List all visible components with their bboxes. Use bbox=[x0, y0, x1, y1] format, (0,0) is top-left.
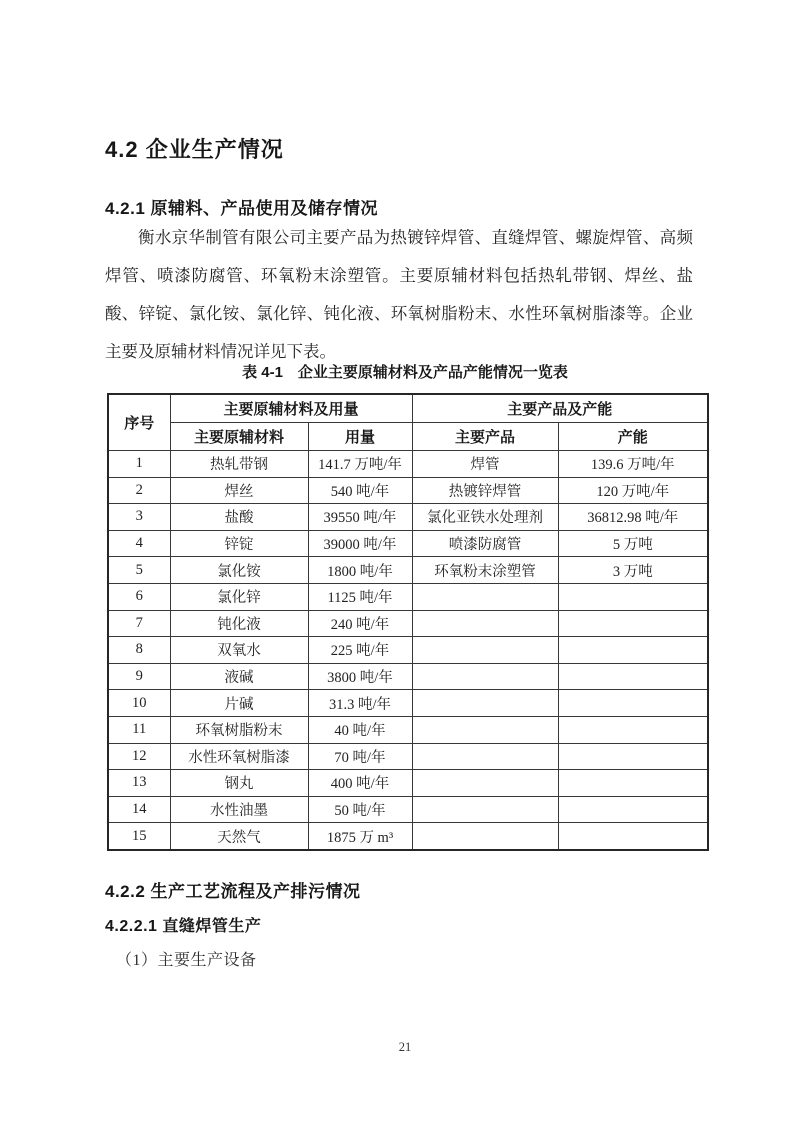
header-material: 主要原辅材料 bbox=[170, 423, 308, 451]
table-row bbox=[108, 743, 708, 770]
cell-product bbox=[412, 796, 558, 823]
table-header-group-row bbox=[108, 394, 708, 423]
cell-capacity: 120 万吨/年 bbox=[558, 477, 708, 504]
cell-usage: 1875 万 m³ bbox=[308, 823, 412, 850]
cell-usage: 70 吨/年 bbox=[308, 743, 412, 770]
cell-product: 喷漆防腐管 bbox=[412, 530, 558, 557]
cell-material: 液碱 bbox=[170, 663, 308, 690]
cell-capacity: 5 万吨 bbox=[558, 530, 708, 557]
table-row bbox=[108, 690, 708, 717]
cell-product bbox=[412, 743, 558, 770]
cell-usage: 3800 吨/年 bbox=[308, 663, 412, 690]
header-group-products: 主要产品及产能 bbox=[412, 394, 708, 423]
table-row bbox=[108, 451, 708, 478]
cell-product: 氯化亚铁水处理剂 bbox=[412, 504, 558, 531]
table-row bbox=[108, 823, 708, 850]
table-row bbox=[108, 716, 708, 743]
cell-usage: 141.7 万吨/年 bbox=[308, 451, 412, 478]
cell-no: 14 bbox=[108, 796, 170, 823]
cell-no: 11 bbox=[108, 716, 170, 743]
cell-capacity bbox=[558, 663, 708, 690]
subsection-heading-4-2-2-1: 4.2.2.1 直缝焊管生产 bbox=[105, 918, 262, 935]
cell-material: 片碱 bbox=[170, 690, 308, 717]
cell-product bbox=[412, 823, 558, 850]
table-row bbox=[108, 637, 708, 664]
table-row bbox=[108, 557, 708, 584]
list-item-main-equipment: （1）主要生产设备 bbox=[116, 952, 257, 969]
cell-usage: 31.3 吨/年 bbox=[308, 690, 412, 717]
cell-usage: 240 吨/年 bbox=[308, 610, 412, 637]
cell-material: 钝化液 bbox=[170, 610, 308, 637]
cell-capacity bbox=[558, 610, 708, 637]
cell-product bbox=[412, 583, 558, 610]
cell-capacity bbox=[558, 823, 708, 850]
cell-product: 热镀锌焊管 bbox=[412, 477, 558, 504]
cell-no: 9 bbox=[108, 663, 170, 690]
cell-no: 12 bbox=[108, 743, 170, 770]
cell-product: 焊管 bbox=[412, 451, 558, 478]
table-caption: 表 4-1 企业主要原辅材料及产品产能情况一览表 bbox=[242, 364, 568, 381]
cell-material: 环氧树脂粉末 bbox=[170, 716, 308, 743]
table-row bbox=[108, 504, 708, 531]
cell-usage: 39000 吨/年 bbox=[308, 530, 412, 557]
cell-product bbox=[412, 610, 558, 637]
cell-capacity bbox=[558, 637, 708, 664]
table-row bbox=[108, 796, 708, 823]
cell-no: 8 bbox=[108, 637, 170, 664]
cell-no: 3 bbox=[108, 504, 170, 531]
cell-no: 4 bbox=[108, 530, 170, 557]
table-row bbox=[108, 477, 708, 504]
cell-no: 1 bbox=[108, 451, 170, 478]
cell-no: 15 bbox=[108, 823, 170, 850]
cell-capacity bbox=[558, 583, 708, 610]
table-row bbox=[108, 770, 708, 797]
intro-paragraph: 衡水京华制管有限公司主要产品为热镀锌焊管、直缝焊管、螺旋焊管、高频焊管、喷漆防腐管、环氧粉末涂塑管。主要原辅材料包括热轧带钢、焊丝、盐酸、锌锭、氯化铵、氯化锌、钝化液、环氧树脂粉末、水性环氧树脂漆等。企业主要及原辅材料情况详见下表。 bbox=[105, 228, 693, 361]
cell-material: 双氧水 bbox=[170, 637, 308, 664]
cell-product bbox=[412, 716, 558, 743]
cell-no: 5 bbox=[108, 557, 170, 584]
header-group-materials: 主要原辅材料及用量 bbox=[170, 394, 412, 423]
cell-no: 6 bbox=[108, 583, 170, 610]
cell-material: 氯化锌 bbox=[170, 583, 308, 610]
header-capacity: 产能 bbox=[558, 423, 708, 451]
cell-material: 盐酸 bbox=[170, 504, 308, 531]
cell-capacity bbox=[558, 690, 708, 717]
subsection-heading-4-2-1: 4.2.1 原辅料、产品使用及储存情况 bbox=[105, 199, 379, 218]
cell-usage: 50 吨/年 bbox=[308, 796, 412, 823]
cell-material: 水性油墨 bbox=[170, 796, 308, 823]
cell-product: 环氧粉末涂塑管 bbox=[412, 557, 558, 584]
cell-product bbox=[412, 637, 558, 664]
cell-product bbox=[412, 690, 558, 717]
cell-usage: 400 吨/年 bbox=[308, 770, 412, 797]
cell-material: 氯化铵 bbox=[170, 557, 308, 584]
cell-usage: 1800 吨/年 bbox=[308, 557, 412, 584]
cell-no: 10 bbox=[108, 690, 170, 717]
cell-capacity bbox=[558, 716, 708, 743]
table-row bbox=[108, 663, 708, 690]
cell-no: 13 bbox=[108, 770, 170, 797]
cell-usage: 40 吨/年 bbox=[308, 716, 412, 743]
table-row bbox=[108, 530, 708, 557]
cell-product bbox=[412, 663, 558, 690]
cell-material: 钢丸 bbox=[170, 770, 308, 797]
cell-material: 锌锭 bbox=[170, 530, 308, 557]
cell-usage: 1125 吨/年 bbox=[308, 583, 412, 610]
header-product: 主要产品 bbox=[412, 423, 558, 451]
cell-material: 水性环氧树脂漆 bbox=[170, 743, 308, 770]
section-heading-4-2: 4.2 企业生产情况 bbox=[105, 137, 284, 162]
cell-usage: 39550 吨/年 bbox=[308, 504, 412, 531]
header-index: 序号 bbox=[108, 394, 170, 451]
cell-no: 7 bbox=[108, 610, 170, 637]
cell-capacity: 36812.98 吨/年 bbox=[558, 504, 708, 531]
cell-usage: 540 吨/年 bbox=[308, 477, 412, 504]
cell-no: 2 bbox=[108, 477, 170, 504]
materials-products-table bbox=[107, 393, 709, 851]
cell-usage: 225 吨/年 bbox=[308, 637, 412, 664]
page-number: 21 bbox=[398, 1040, 412, 1054]
cell-capacity: 139.6 万吨/年 bbox=[558, 451, 708, 478]
cell-material: 天然气 bbox=[170, 823, 308, 850]
cell-material: 热轧带钢 bbox=[170, 451, 308, 478]
table-row bbox=[108, 583, 708, 610]
table-header-sub-row bbox=[108, 423, 708, 451]
subsection-heading-4-2-2: 4.2.2 生产工艺流程及产排污情况 bbox=[105, 882, 361, 901]
header-usage: 用量 bbox=[308, 423, 412, 451]
cell-capacity bbox=[558, 796, 708, 823]
cell-capacity bbox=[558, 743, 708, 770]
table-row bbox=[108, 610, 708, 637]
cell-material: 焊丝 bbox=[170, 477, 308, 504]
cell-product bbox=[412, 770, 558, 797]
cell-capacity: 3 万吨 bbox=[558, 557, 708, 584]
cell-capacity bbox=[558, 770, 708, 797]
